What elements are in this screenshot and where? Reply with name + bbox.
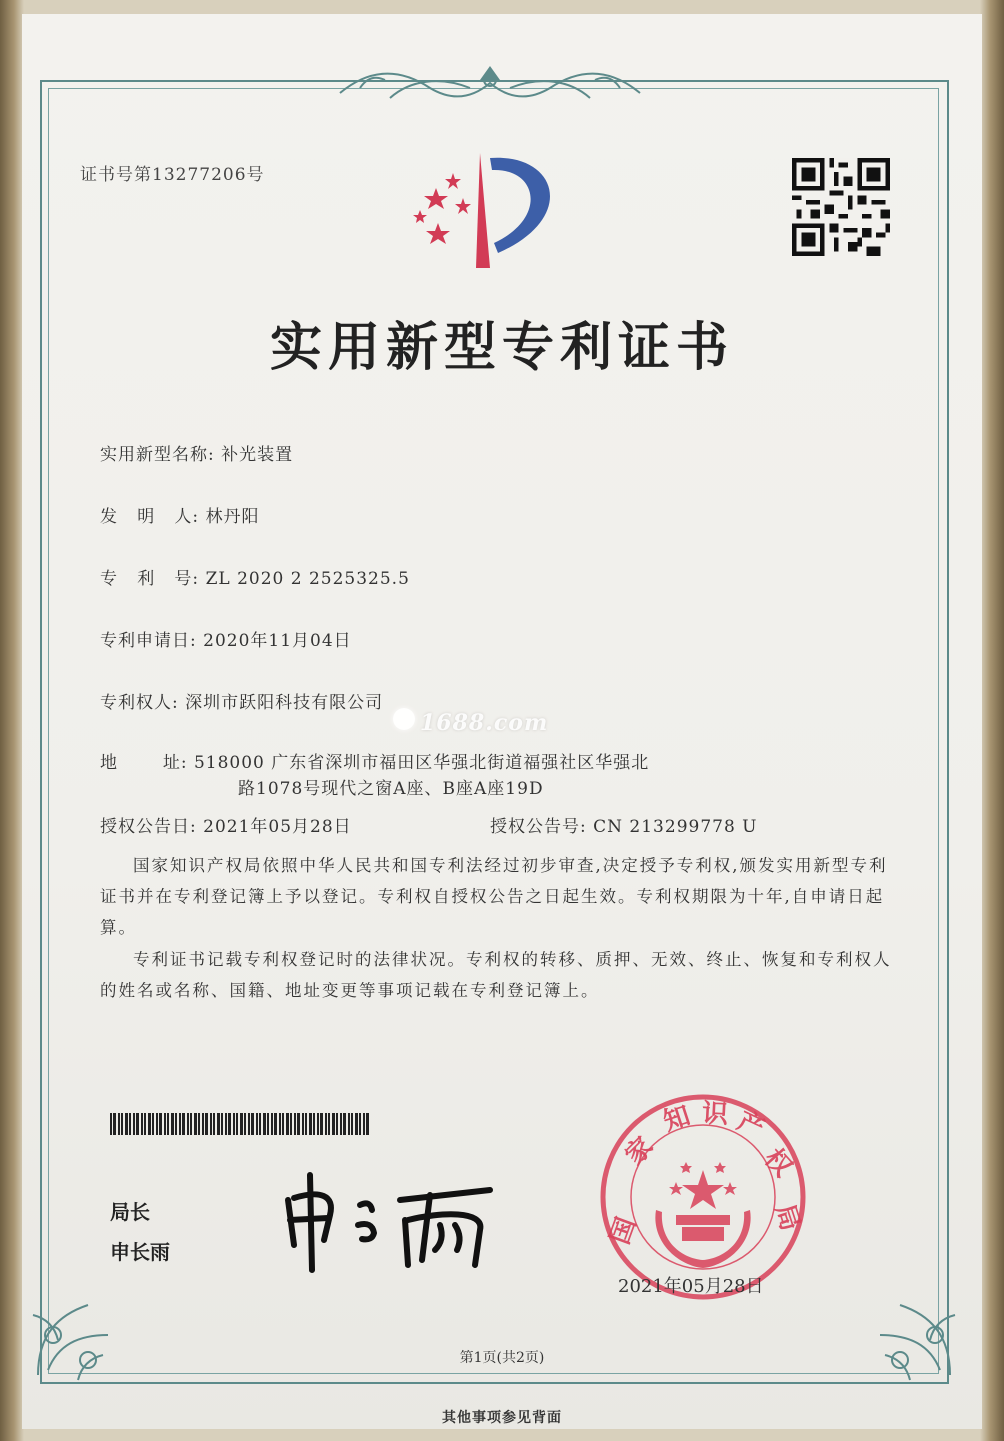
field-value: 深圳市跃阳科技有限公司 [185, 693, 384, 713]
field-label: 专 利 号: [100, 569, 200, 589]
field-value: 2021年05月28日 [203, 817, 352, 837]
patent-number-row [100, 564, 410, 589]
utility-model-name-row [100, 440, 293, 465]
filing-date-row [100, 626, 352, 651]
field-label: 实用新型名称: [100, 445, 215, 465]
field-value: 林丹阳 [205, 507, 260, 527]
svg-text:产: 产 [732, 1106, 769, 1145]
bottom-right-ornament [850, 1275, 960, 1385]
field-label: 专利权人: [100, 693, 179, 713]
field-label: 专利申请日: [100, 631, 197, 651]
back-note: 其他事项参见背面 [442, 1410, 562, 1426]
director-signature [280, 1170, 500, 1275]
seal-date: 2021年05月28日 [618, 1276, 764, 1297]
director-name: 申长雨 [110, 1240, 170, 1264]
address-row [100, 748, 649, 773]
svg-text:知: 知 [659, 1100, 694, 1138]
field-label: 授权公告号: [490, 817, 587, 837]
field-value: 518000 广东省深圳市福田区华强北街道福强社区华强北 [193, 753, 650, 773]
page-number: 第1页(共2页) [459, 1350, 545, 1366]
grant-number-row [490, 812, 758, 837]
barcode [110, 1113, 370, 1135]
field-value: CN 213299778 U [593, 817, 758, 837]
address-line-2: 路1078号现代之窗A座、B座A座19D [238, 779, 544, 799]
certificate-title: 实用新型专利证书 [269, 318, 734, 378]
svg-text:识: 识 [701, 1098, 729, 1130]
patent-office-logo [408, 148, 568, 273]
svg-text:局: 局 [768, 1200, 806, 1235]
field-label: 地 址: [100, 753, 188, 773]
field-label: 发 明 人: [100, 507, 200, 527]
field-label: 授权公告日: [100, 817, 197, 837]
legal-paragraph-2: 专利证书记载专利权登记时的法律状况。专利权的转移、质押、无效、终止、恢复和专利权人的姓名或名称、国籍、地址变更等事项记载在专利登记簿上。 [100, 950, 892, 1000]
certificate-number: 证书号第13277206号 [80, 165, 265, 185]
patent-owner-row [100, 688, 383, 713]
grant-date-row [100, 812, 352, 837]
top-ornament [330, 58, 650, 108]
bottom-left-ornament [28, 1275, 138, 1385]
svg-text:国: 国 [605, 1213, 643, 1249]
qr-code [792, 158, 890, 256]
legal-paragraph-1: 国家知识产权局依照中华人民共和国专利法经过初步审查,决定授予专利权,颁发实用新型专利证书并在专利登记簿上予以登记。专利权自授权公告之日起生效。专利权期限为十年,自申请日起算。 [100, 856, 888, 937]
watermark-text: 1688.com [420, 710, 549, 736]
inventor-row [100, 502, 260, 527]
field-value: 2020年11月04日 [203, 631, 352, 651]
field-value: 补光装置 [221, 445, 294, 465]
svg-text:权: 权 [758, 1143, 798, 1183]
watermark-glare [393, 708, 415, 730]
svg-text:家: 家 [619, 1131, 660, 1172]
field-value: ZL 2020 2 2525325.5 [205, 569, 410, 589]
director-title: 局长 [110, 1200, 150, 1224]
